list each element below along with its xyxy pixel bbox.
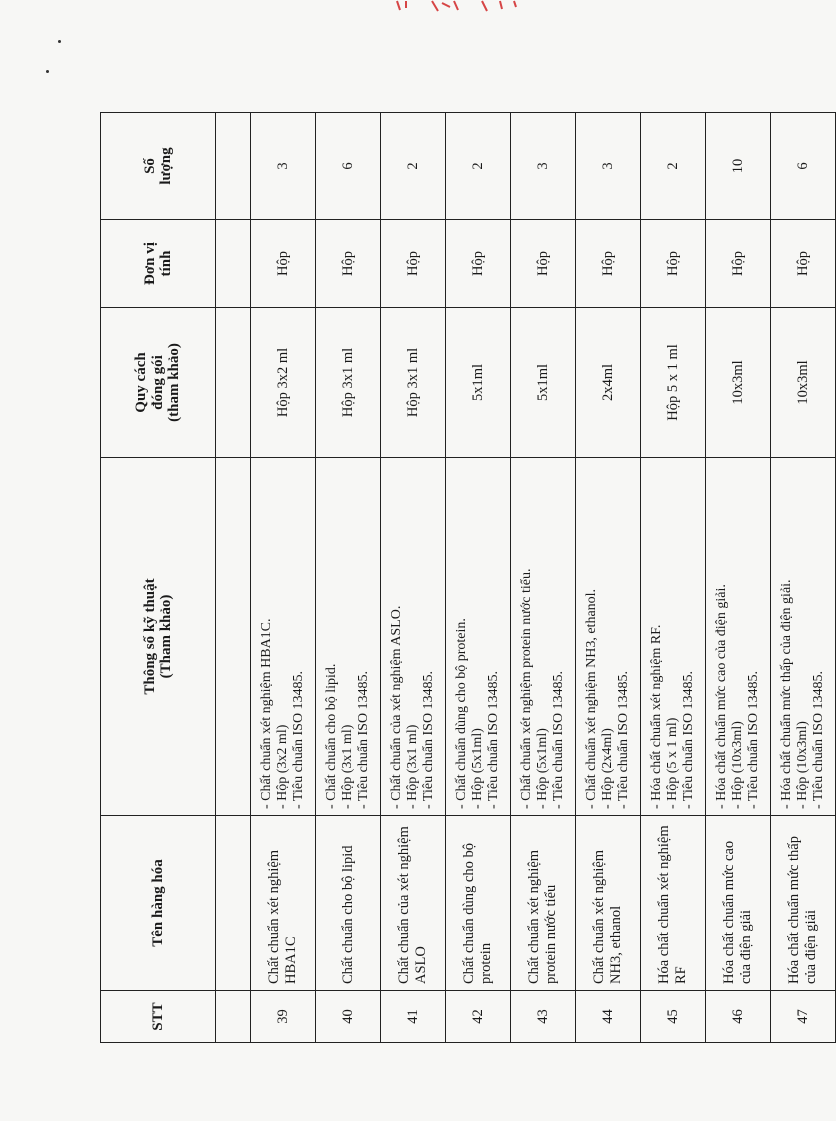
product-name-cell: Chất chuẩn dùng cho bộ protein <box>446 816 511 991</box>
stt-cell: 42 <box>446 991 511 1043</box>
product-name-cell: Chất chuẩn xét nghiệm HBA1C <box>251 816 316 991</box>
spec-line: - Tiêu chuẩn ISO 13485. <box>810 670 826 809</box>
packaging-cell: Hộp 5 x 1 ml <box>641 308 706 458</box>
product-name-cell: Hóa chất chuẩn xét nghiệm RF <box>641 816 706 991</box>
spec-cell <box>446 458 511 816</box>
spec-cell <box>381 458 446 816</box>
unit-cell: Hộp <box>641 220 706 308</box>
stt-cell: 46 <box>706 991 771 1043</box>
header-name: Tên hàng hóa <box>101 816 216 991</box>
spec-line: - Hộp (3x1 ml) <box>340 724 356 809</box>
spec-line: - Hộp (3x2 ml) <box>275 724 291 809</box>
quantity-cell: 2 <box>641 113 706 220</box>
spec-line: - Tiêu chuẩn ISO 13485. <box>290 670 306 809</box>
unit-cell: Hộp <box>446 220 511 308</box>
header-row <box>101 113 216 1043</box>
spec-line: - Chất chuẩn của xét nghiệm ASLO. <box>389 605 405 809</box>
product-name-cell: Chất chuẩn xét nghiệm protein nước tiểu <box>511 816 576 991</box>
quantity-cell: 6 <box>316 113 381 220</box>
spec-line: - Hộp (5x1ml) <box>535 728 551 809</box>
spec-line: - Hộp (5 x 1 ml) <box>665 717 681 809</box>
quantity-cell: 6 <box>771 113 836 220</box>
quantity-cell: 3 <box>511 113 576 220</box>
spec-cell <box>251 458 316 816</box>
spec-line: - Chất chuẩn dùng cho bộ protein. <box>454 618 470 809</box>
spec-line: - Chất chuẩn xét nghiệm NH3, ethanol. <box>584 588 600 809</box>
header-spec: Thông số kỹ thuật (Tham khảo) <box>101 458 216 816</box>
stt-cell: 45 <box>641 991 706 1043</box>
table-row <box>511 113 576 1043</box>
table-row <box>251 113 316 1043</box>
stt-cell: 39 <box>251 991 316 1043</box>
spec-line: - Tiêu chuẩn ISO 13485. <box>745 670 761 809</box>
table-row <box>381 113 446 1043</box>
spec-line: - Tiêu chuẩn ISO 13485. <box>680 670 696 809</box>
spec-line: - Chất chuẩn xét nghiệm protein nước tiểu. <box>519 568 535 809</box>
table-row <box>446 113 511 1043</box>
spec-line: - Hộp (10x3ml) <box>795 721 811 809</box>
packaging-cell: 2x4ml <box>576 308 641 458</box>
spec-cell <box>511 458 576 816</box>
stt-cell: 43 <box>511 991 576 1043</box>
spec-line: - Tiêu chuẩn ISO 13485. <box>420 670 436 809</box>
header-stt: STT <box>101 991 216 1043</box>
quantity-cell: 3 <box>576 113 641 220</box>
packaging-cell: 10x3ml <box>771 308 836 458</box>
unit-cell: Hộp <box>251 220 316 308</box>
spec-line: - Hộp (10x3ml) <box>730 721 746 809</box>
product-name-cell: Chất chuẩn xét nghiệm NH3, ethanol <box>576 816 641 991</box>
packaging-cell: 10x3ml <box>706 308 771 458</box>
header-unit: Đơn vị tính <box>101 220 216 308</box>
unit-cell: Hộp <box>706 220 771 308</box>
spec-line: - Hóa chất chuẩn mức thấp của điện giải. <box>779 579 795 809</box>
product-name-cell: Chất chuẩn cho bộ lipid <box>316 816 381 991</box>
stt-cell: 44 <box>576 991 641 1043</box>
packaging-cell: Hộp 3x2 ml <box>251 308 316 458</box>
spec-line: - Hóa chất chuẩn mức cao của điện giải. <box>714 584 730 809</box>
stt-cell: 47 <box>771 991 836 1043</box>
spec-line: - Tiêu chuẩn ISO 13485. <box>550 670 566 809</box>
packaging-cell: 5x1ml <box>446 308 511 458</box>
product-name-cell: Hóa chất chuẩn mức cao của điện giải <box>706 816 771 991</box>
quantity-cell: 2 <box>381 113 446 220</box>
packaging-cell: Hộp 3x1 ml <box>381 308 446 458</box>
spec-line: - Hộp (5x1ml) <box>470 728 486 809</box>
unit-cell: Hộp <box>771 220 836 308</box>
table-row <box>576 113 641 1043</box>
packaging-cell: 5x1ml <box>511 308 576 458</box>
spec-line: - Hộp (2x4ml) <box>600 728 616 809</box>
quantity-cell: 2 <box>446 113 511 220</box>
spec-line: - Tiêu chuẩn ISO 13485. <box>615 670 631 809</box>
product-name-cell: Chất chuẩn của xét nghiệm ASLO <box>381 816 446 991</box>
table-row <box>771 113 836 1043</box>
spec-line: - Hộp (3x1 ml) <box>405 724 421 809</box>
quantity-cell: 3 <box>251 113 316 220</box>
spec-cell <box>706 458 771 816</box>
unit-cell: Hộp <box>511 220 576 308</box>
spec-line: - Tiêu chuẩn ISO 13485. <box>485 670 501 809</box>
product-table <box>100 112 836 1043</box>
product-name-cell: Hóa chất chuẩn mức thấp của điện giải <box>771 816 836 991</box>
table-row <box>316 113 381 1043</box>
unit-cell: Hộp <box>316 220 381 308</box>
stt-cell: 41 <box>381 991 446 1043</box>
spec-line: - Chất chuẩn cho bộ lipid. <box>324 663 340 809</box>
spec-cell <box>316 458 381 816</box>
unit-cell: Hộp <box>576 220 641 308</box>
spec-cell <box>641 458 706 816</box>
table-row <box>641 113 706 1043</box>
header-pack: Quy cách đóng gói (tham khảo) <box>101 308 216 458</box>
spec-line: - Chất chuẩn xét nghiệm HBA1C. <box>259 618 275 809</box>
spec-cell <box>576 458 641 816</box>
packaging-cell: Hộp 3x1 ml <box>316 308 381 458</box>
unit-cell: Hộp <box>381 220 446 308</box>
spec-line: - Tiêu chuẩn ISO 13485. <box>355 670 371 809</box>
table-row <box>706 113 771 1043</box>
spacer-row <box>216 113 251 1043</box>
stt-cell: 40 <box>316 991 381 1043</box>
quantity-cell: 10 <box>706 113 771 220</box>
spec-cell <box>771 458 836 816</box>
spec-line: - Hóa chất chuẩn xét nghiệm RF. <box>649 624 665 809</box>
header-qty: Số lượng <box>101 113 216 220</box>
